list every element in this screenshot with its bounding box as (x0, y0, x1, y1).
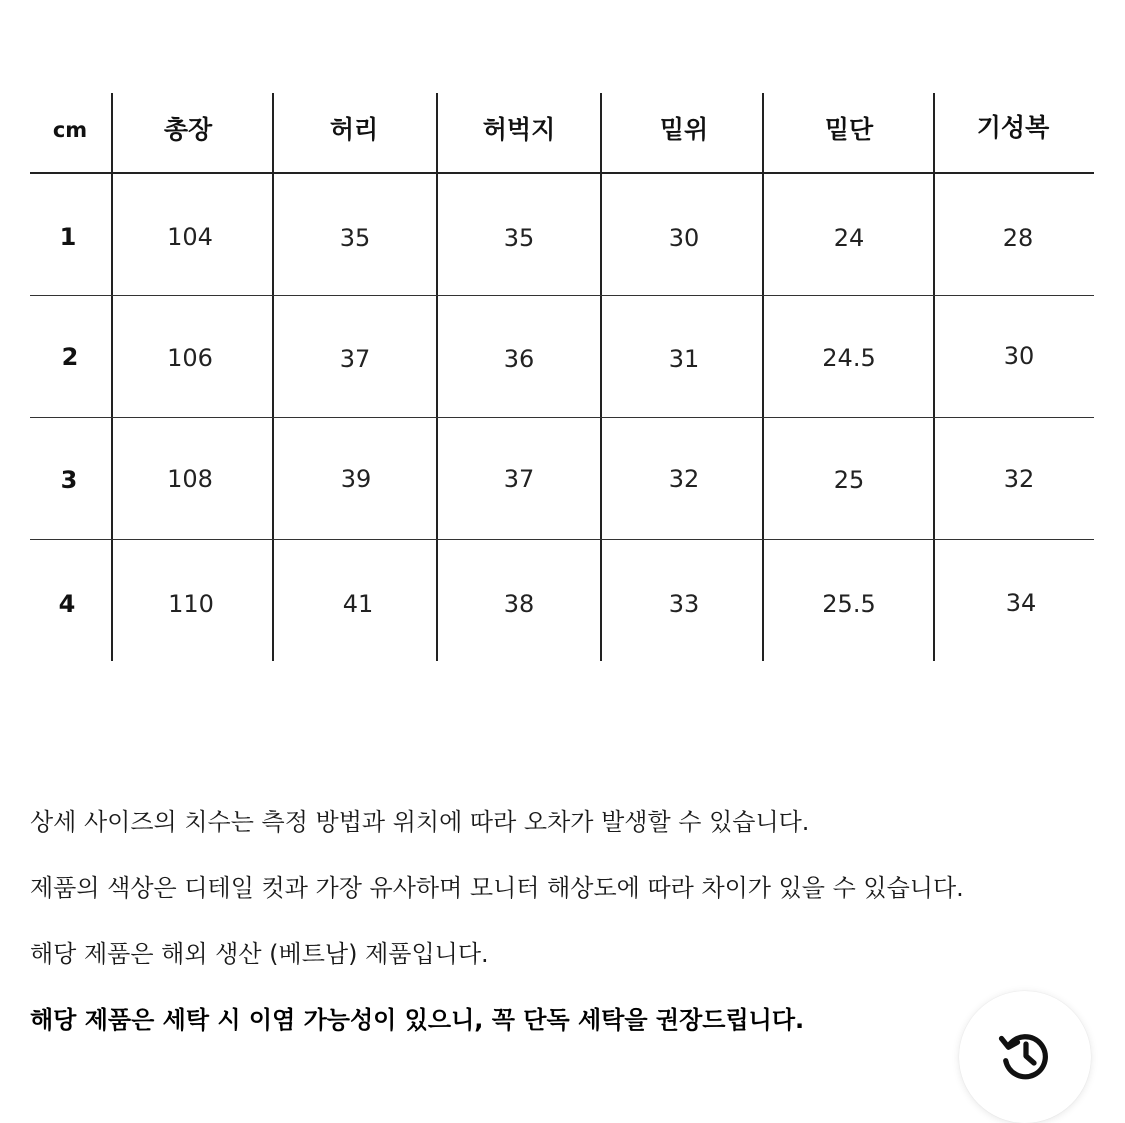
table-cell: 38 (503, 590, 535, 618)
unit-label: cm (52, 118, 88, 142)
header-standard-size: 기성복 (976, 113, 1050, 142)
column-divider (762, 93, 764, 661)
table-cell: 41 (342, 590, 374, 618)
column-divider (272, 93, 274, 661)
history-icon (995, 1025, 1055, 1089)
table-cell: 32 (1003, 465, 1035, 493)
table-cell: 31 (668, 345, 700, 373)
note-color-accuracy: 제품의 색상은 디테일 컷과 가장 유사하며 모니터 해상도에 따라 차이가 있을 수 있습니다. (30, 874, 964, 902)
table-cell: 24 (833, 224, 865, 252)
row-size-label: 1 (59, 223, 77, 251)
row-size-label: 4 (58, 590, 76, 618)
table-cell: 34 (1005, 589, 1037, 617)
table-cell: 35 (503, 224, 535, 252)
header-total-length: 총장 (163, 115, 213, 144)
column-divider (600, 93, 602, 661)
recently-viewed-button[interactable] (959, 991, 1091, 1123)
header-rise: 밑위 (659, 115, 709, 144)
table-cell: 33 (668, 590, 700, 618)
note-measurement-tolerance: 상세 사이즈의 치수는 측정 방법과 위치에 따라 오차가 발생할 수 있습니다. (30, 808, 810, 836)
product-notes (30, 805, 1010, 1069)
table-cell: 24.5 (822, 344, 876, 372)
table-cell: 35 (339, 224, 371, 252)
table-cell: 25 (833, 466, 865, 494)
header-thigh: 허벅지 (482, 115, 556, 144)
column-divider (933, 93, 935, 661)
header-divider (30, 172, 1094, 174)
table-cell: 30 (1003, 342, 1035, 370)
table-cell: 108 (167, 465, 213, 493)
note-country-of-origin: 해당 제품은 해외 생산 (베트남) 제품입니다. (30, 940, 489, 968)
table-cell: 36 (503, 345, 535, 373)
row-divider (30, 417, 1094, 418)
table-cell: 106 (167, 344, 213, 372)
row-size-label: 3 (60, 466, 78, 494)
header-waist: 허리 (329, 115, 379, 144)
row-divider (30, 539, 1094, 540)
table-cell: 37 (339, 345, 371, 373)
header-hem: 밑단 (824, 115, 874, 144)
table-cell: 32 (668, 465, 700, 493)
row-divider (30, 295, 1094, 296)
table-cell: 30 (668, 224, 700, 252)
table-cell: 25.5 (822, 590, 876, 618)
note-wash-warning: 해당 제품은 세탁 시 이염 가능성이 있으니, 꼭 단독 세탁을 권장드립니다. (30, 1006, 805, 1034)
row-size-label: 2 (61, 343, 79, 371)
column-divider (436, 93, 438, 661)
table-cell: 39 (340, 465, 372, 493)
table-cell: 28 (1002, 224, 1034, 252)
table-cell: 110 (168, 590, 214, 618)
column-divider (111, 93, 113, 661)
table-cell: 37 (503, 465, 535, 493)
table-cell: 104 (167, 223, 213, 251)
